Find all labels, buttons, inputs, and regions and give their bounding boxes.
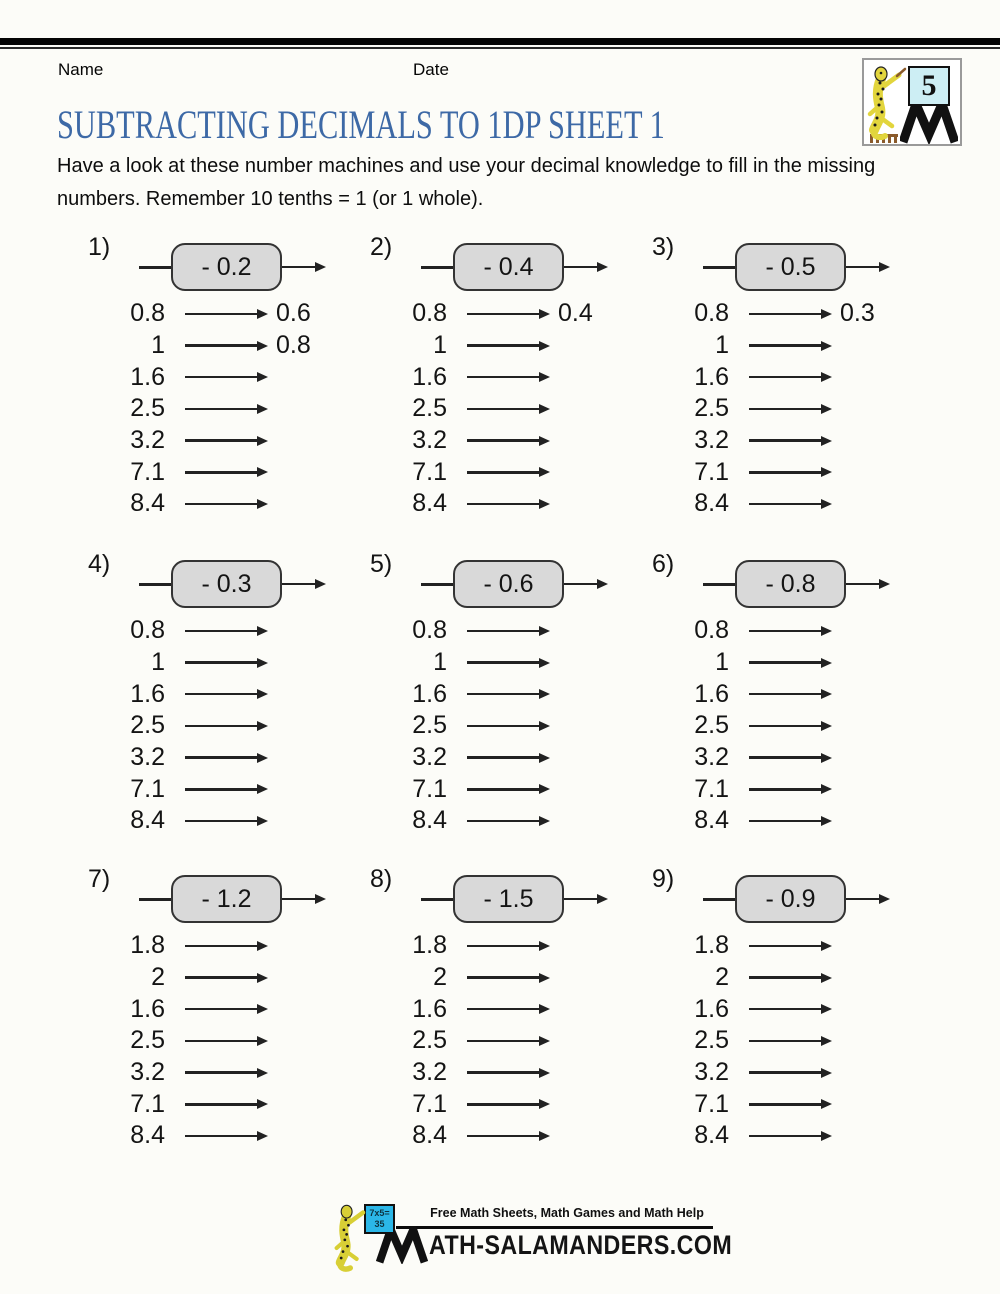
machine-io-row <box>652 330 906 362</box>
machine-output-arrow-icon <box>564 583 597 586</box>
machine-io-row <box>652 1057 906 1089</box>
input-value: 7.1 <box>412 774 447 803</box>
arrow-icon <box>467 1071 539 1074</box>
arrow-icon <box>185 503 257 506</box>
machine-io-row <box>652 773 906 805</box>
machine-io-row <box>652 488 906 520</box>
io-rows <box>370 298 624 520</box>
machine-io-row <box>370 330 624 362</box>
arrow-icon <box>467 1135 539 1138</box>
machine-io-row <box>370 488 624 520</box>
arrow-icon <box>467 344 539 347</box>
arrow-icon <box>467 661 539 664</box>
machine-io-row <box>652 425 906 457</box>
machine-input-line <box>139 898 171 901</box>
footer-logo <box>333 1200 733 1278</box>
io-rows <box>652 298 906 520</box>
arrow-icon <box>185 756 257 759</box>
input-value: 2.5 <box>694 394 729 423</box>
machine-io-row <box>370 993 624 1025</box>
input-value: 7.1 <box>694 1089 729 1118</box>
machine-io-row <box>652 647 906 679</box>
machine-io-row <box>652 805 906 837</box>
machine-io-row <box>652 930 906 962</box>
input-value: 0.8 <box>130 616 165 645</box>
arrow-icon <box>185 408 257 411</box>
arrow-icon <box>467 313 539 316</box>
number-machine-problem <box>60 865 342 1195</box>
arrow-icon <box>185 344 257 347</box>
machine-io-row <box>88 678 342 710</box>
machine-io-row <box>370 425 624 457</box>
machine-row <box>370 550 624 608</box>
arrow-icon <box>185 661 257 664</box>
machine-output-arrow-icon <box>282 583 315 586</box>
output-value: 0.3 <box>840 299 875 328</box>
machine-io-row <box>88 805 342 837</box>
input-value: 8.4 <box>694 806 729 835</box>
input-value: 2 <box>151 963 165 992</box>
footer-divider <box>396 1226 713 1229</box>
operation-label: - 0.2 <box>201 252 252 281</box>
input-value: 1.8 <box>412 931 447 960</box>
arrow-icon <box>185 1008 257 1011</box>
arrow-icon <box>749 1071 821 1074</box>
input-value: 2.5 <box>130 1026 165 1055</box>
input-value: 8.4 <box>130 1121 165 1150</box>
input-value: 1 <box>715 648 729 677</box>
machine-io-row <box>370 678 624 710</box>
math-fact-line1: 7x5= <box>369 1208 390 1218</box>
machine-io-row <box>652 710 906 742</box>
machine-io-row <box>88 742 342 774</box>
arrow-icon <box>185 976 257 979</box>
input-value: 8.4 <box>694 489 729 518</box>
machine-io-row <box>370 361 624 393</box>
operation-label: - 1.2 <box>201 884 252 913</box>
arrow-icon <box>185 1071 257 1074</box>
arrow-icon <box>467 945 539 948</box>
machine-io-row <box>652 615 906 647</box>
arrow-icon <box>185 725 257 728</box>
date-label: Date <box>413 60 449 79</box>
arrow-icon <box>185 471 257 474</box>
input-value: 1.8 <box>694 931 729 960</box>
machine-io-row <box>370 393 624 425</box>
problem-number: 5) <box>370 550 393 578</box>
input-value: 7.1 <box>130 1089 165 1118</box>
top-border-thick <box>0 38 1000 45</box>
input-value: 1 <box>151 331 165 360</box>
arrow-icon <box>467 820 539 823</box>
arrow-icon <box>185 945 257 948</box>
machine-io-row <box>88 1057 342 1089</box>
input-value: 2.5 <box>694 1026 729 1055</box>
arrow-icon <box>749 820 821 823</box>
input-value: 3.2 <box>412 743 447 772</box>
arrow-icon <box>467 471 539 474</box>
input-value: 2.5 <box>412 1026 447 1055</box>
arrow-icon <box>749 1040 821 1043</box>
machine-io-row <box>88 425 342 457</box>
machine-row <box>370 233 624 291</box>
input-value: 3.2 <box>694 743 729 772</box>
arrow-icon <box>467 439 539 442</box>
input-value: 2.5 <box>130 711 165 740</box>
input-value: 3.2 <box>694 1058 729 1087</box>
operation-label: - 0.3 <box>201 569 252 598</box>
machine-output-arrow-icon <box>846 266 879 269</box>
math-salamanders-badge <box>862 58 962 146</box>
number-card <box>908 66 950 106</box>
operation-label: - 0.5 <box>765 252 816 281</box>
arrow-icon <box>749 1135 821 1138</box>
arrow-icon <box>467 376 539 379</box>
machine-io-row <box>370 456 624 488</box>
input-value: 2.5 <box>412 394 447 423</box>
machine-io-row <box>370 1088 624 1120</box>
arrow-icon <box>185 439 257 442</box>
number-machine-problem <box>342 865 624 1195</box>
input-value: 1.8 <box>130 931 165 960</box>
arrow-icon <box>185 376 257 379</box>
machine-input-line <box>703 898 735 901</box>
salamander-icon <box>866 66 910 140</box>
machine-io-row <box>370 773 624 805</box>
problem-number: 7) <box>88 865 111 893</box>
machine-io-row <box>88 361 342 393</box>
input-value: 8.4 <box>412 489 447 518</box>
operation-label: - 0.8 <box>765 569 816 598</box>
machine-io-row <box>652 456 906 488</box>
output-value: 0.4 <box>558 299 593 328</box>
machine-output-arrow-icon <box>564 266 597 269</box>
input-value: 2.5 <box>412 711 447 740</box>
operation-label: - 1.5 <box>483 884 534 913</box>
machine-row <box>652 233 906 291</box>
input-value: 7.1 <box>412 1089 447 1118</box>
input-value: 0.8 <box>412 299 447 328</box>
input-value: 7.1 <box>694 457 729 486</box>
input-value: 1 <box>151 648 165 677</box>
machine-io-row <box>88 298 342 330</box>
problem-number: 8) <box>370 865 393 893</box>
input-value: 3.2 <box>412 1058 447 1087</box>
arrow-icon <box>185 820 257 823</box>
machine-operation-box <box>453 243 564 291</box>
arrow-icon <box>749 313 821 316</box>
input-value: 3.2 <box>130 1058 165 1087</box>
footer-tagline: Free Math Sheets, Math Games and Math Help <box>430 1206 704 1220</box>
instructions-line1: Have a look at these number machines and use your decimal knowledge to fill in the missing <box>57 155 876 177</box>
salamander-icon <box>333 1204 373 1272</box>
machine-io-row <box>370 742 624 774</box>
input-value: 1 <box>433 331 447 360</box>
machine-io-row <box>88 962 342 994</box>
number-machine-problem <box>342 233 624 550</box>
instructions <box>57 150 875 216</box>
number-card-value: 5 <box>921 69 937 102</box>
arrow-icon <box>467 503 539 506</box>
arrow-icon <box>749 408 821 411</box>
input-value: 0.8 <box>694 616 729 645</box>
machine-io-row <box>652 1120 906 1152</box>
arrow-icon <box>467 1040 539 1043</box>
machine-row <box>88 233 342 291</box>
problem-number: 6) <box>652 550 675 578</box>
machine-io-row <box>370 710 624 742</box>
arrow-icon <box>749 630 821 633</box>
output-value: 0.6 <box>276 299 311 328</box>
arrow-icon <box>749 471 821 474</box>
machine-io-row <box>88 330 342 362</box>
arrow-icon <box>749 756 821 759</box>
output-value: 0.8 <box>276 331 311 360</box>
input-value: 1 <box>715 331 729 360</box>
math-fact-line2: 35 <box>374 1219 385 1230</box>
machine-io-row <box>652 393 906 425</box>
machine-row <box>88 550 342 608</box>
input-value: 8.4 <box>130 806 165 835</box>
io-rows <box>88 615 342 837</box>
machine-input-line <box>421 266 453 269</box>
input-value: 8.4 <box>412 1121 447 1150</box>
arrow-icon <box>467 630 539 633</box>
input-value: 1.6 <box>694 679 729 708</box>
arrow-icon <box>185 313 257 316</box>
top-border-thin <box>0 47 1000 49</box>
operation-label: - 0.6 <box>483 569 534 598</box>
machine-io-row <box>88 710 342 742</box>
arrow-icon <box>185 1135 257 1138</box>
input-value: 7.1 <box>130 457 165 486</box>
machine-io-row <box>370 615 624 647</box>
io-rows <box>652 615 906 837</box>
arrow-icon <box>749 439 821 442</box>
input-value: 2.5 <box>694 711 729 740</box>
number-machine-problem <box>342 550 624 865</box>
arrow-icon <box>467 725 539 728</box>
problems-grid <box>60 233 906 1195</box>
machine-operation-box <box>453 560 564 608</box>
machine-io-row <box>88 647 342 679</box>
input-value: 1 <box>433 648 447 677</box>
arrow-icon <box>185 1040 257 1043</box>
input-value: 8.4 <box>130 489 165 518</box>
machine-input-line <box>421 583 453 586</box>
machine-input-line <box>139 266 171 269</box>
page-title: SUBTRACTING DECIMALS TO 1DP SHEET 1 <box>57 102 665 147</box>
input-value: 2 <box>715 963 729 992</box>
arrow-icon <box>749 976 821 979</box>
input-value: 7.1 <box>130 774 165 803</box>
problem-number: 4) <box>88 550 111 578</box>
machine-io-row <box>652 993 906 1025</box>
input-value: 0.8 <box>694 299 729 328</box>
machine-io-row <box>652 962 906 994</box>
arrow-icon <box>749 788 821 791</box>
machine-io-row <box>370 930 624 962</box>
problem-number: 2) <box>370 233 393 261</box>
input-value: 3.2 <box>130 743 165 772</box>
machine-io-row <box>370 1025 624 1057</box>
arrow-icon <box>749 1103 821 1106</box>
machine-input-line <box>139 583 171 586</box>
input-value: 1.6 <box>412 679 447 708</box>
problem-number: 3) <box>652 233 675 261</box>
machine-row <box>652 865 906 923</box>
machine-io-row <box>652 298 906 330</box>
arrow-icon <box>749 503 821 506</box>
number-machine-problem <box>60 550 342 865</box>
arrow-icon <box>185 630 257 633</box>
arrow-icon <box>185 693 257 696</box>
machine-io-row <box>88 456 342 488</box>
number-machine-problem <box>60 233 342 550</box>
number-machine-problem <box>624 233 906 550</box>
machine-io-row <box>652 361 906 393</box>
arrow-icon <box>749 376 821 379</box>
input-value: 1.6 <box>130 994 165 1023</box>
input-value: 1.6 <box>412 994 447 1023</box>
machine-io-row <box>370 298 624 330</box>
io-rows <box>88 298 342 520</box>
arrow-icon <box>749 661 821 664</box>
machine-input-line <box>421 898 453 901</box>
machine-row <box>652 550 906 608</box>
machine-io-row <box>88 993 342 1025</box>
machine-io-row <box>88 1120 342 1152</box>
machine-operation-box <box>171 560 282 608</box>
machine-io-row <box>370 1120 624 1152</box>
problem-number: 9) <box>652 865 675 893</box>
machine-io-row <box>370 805 624 837</box>
arrow-icon <box>467 1008 539 1011</box>
input-value: 1.6 <box>694 994 729 1023</box>
input-value: 2 <box>433 963 447 992</box>
arrow-icon <box>749 1008 821 1011</box>
instructions-line2: numbers. Remember 10 tenths = 1 (or 1 whole). <box>57 188 484 210</box>
machine-output-arrow-icon <box>282 898 315 901</box>
input-value: 7.1 <box>412 457 447 486</box>
arrow-icon <box>467 1103 539 1106</box>
input-value: 8.4 <box>694 1121 729 1150</box>
arrow-icon <box>749 945 821 948</box>
machine-io-row <box>652 678 906 710</box>
arrow-icon <box>749 344 821 347</box>
machine-io-row <box>88 488 342 520</box>
machine-operation-box <box>171 875 282 923</box>
input-value: 0.8 <box>412 616 447 645</box>
machine-io-row <box>88 1088 342 1120</box>
machine-input-line <box>703 583 735 586</box>
arrow-icon <box>467 976 539 979</box>
machine-io-row <box>652 1025 906 1057</box>
machine-row <box>88 865 342 923</box>
input-value: 1.6 <box>694 362 729 391</box>
machine-output-arrow-icon <box>846 583 879 586</box>
input-value: 3.2 <box>130 426 165 455</box>
machine-operation-box <box>735 243 846 291</box>
machine-io-row <box>88 773 342 805</box>
machine-io-row <box>652 1088 906 1120</box>
arrow-icon <box>467 693 539 696</box>
arrow-icon <box>185 1103 257 1106</box>
machine-operation-box <box>735 875 846 923</box>
operation-label: - 0.4 <box>483 252 534 281</box>
machine-input-line <box>703 266 735 269</box>
number-machine-problem <box>624 865 906 1195</box>
input-value: 2.5 <box>130 394 165 423</box>
machine-io-row <box>652 742 906 774</box>
machine-io-row <box>88 1025 342 1057</box>
arrow-icon <box>467 788 539 791</box>
problem-number: 1) <box>88 233 111 261</box>
arrow-icon <box>467 756 539 759</box>
machine-io-row <box>370 1057 624 1089</box>
number-machine-problem <box>624 550 906 865</box>
arrow-icon <box>467 408 539 411</box>
machine-io-row <box>88 393 342 425</box>
input-value: 3.2 <box>694 426 729 455</box>
io-rows <box>88 930 342 1152</box>
input-value: 1.6 <box>412 362 447 391</box>
io-rows <box>370 930 624 1152</box>
input-value: 7.1 <box>694 774 729 803</box>
machine-output-arrow-icon <box>564 898 597 901</box>
arrow-icon <box>749 725 821 728</box>
input-value: 3.2 <box>412 426 447 455</box>
io-rows <box>652 930 906 1152</box>
footer-wordmark: ATH-SALAMANDERS.COM <box>429 1230 733 1260</box>
machine-operation-box <box>735 560 846 608</box>
machine-io-row <box>370 647 624 679</box>
machine-output-arrow-icon <box>282 266 315 269</box>
machine-output-arrow-icon <box>846 898 879 901</box>
input-value: 1.6 <box>130 679 165 708</box>
operation-label: - 0.9 <box>765 884 816 913</box>
machine-io-row <box>88 930 342 962</box>
arrow-icon <box>185 788 257 791</box>
io-rows <box>370 615 624 837</box>
machine-io-row <box>370 962 624 994</box>
arrow-icon <box>749 693 821 696</box>
machine-operation-box <box>171 243 282 291</box>
input-value: 1.6 <box>130 362 165 391</box>
machine-operation-box <box>453 875 564 923</box>
input-value: 8.4 <box>412 806 447 835</box>
input-value: 0.8 <box>130 299 165 328</box>
name-label: Name <box>58 60 104 79</box>
machine-io-row <box>88 615 342 647</box>
machine-row <box>370 865 624 923</box>
